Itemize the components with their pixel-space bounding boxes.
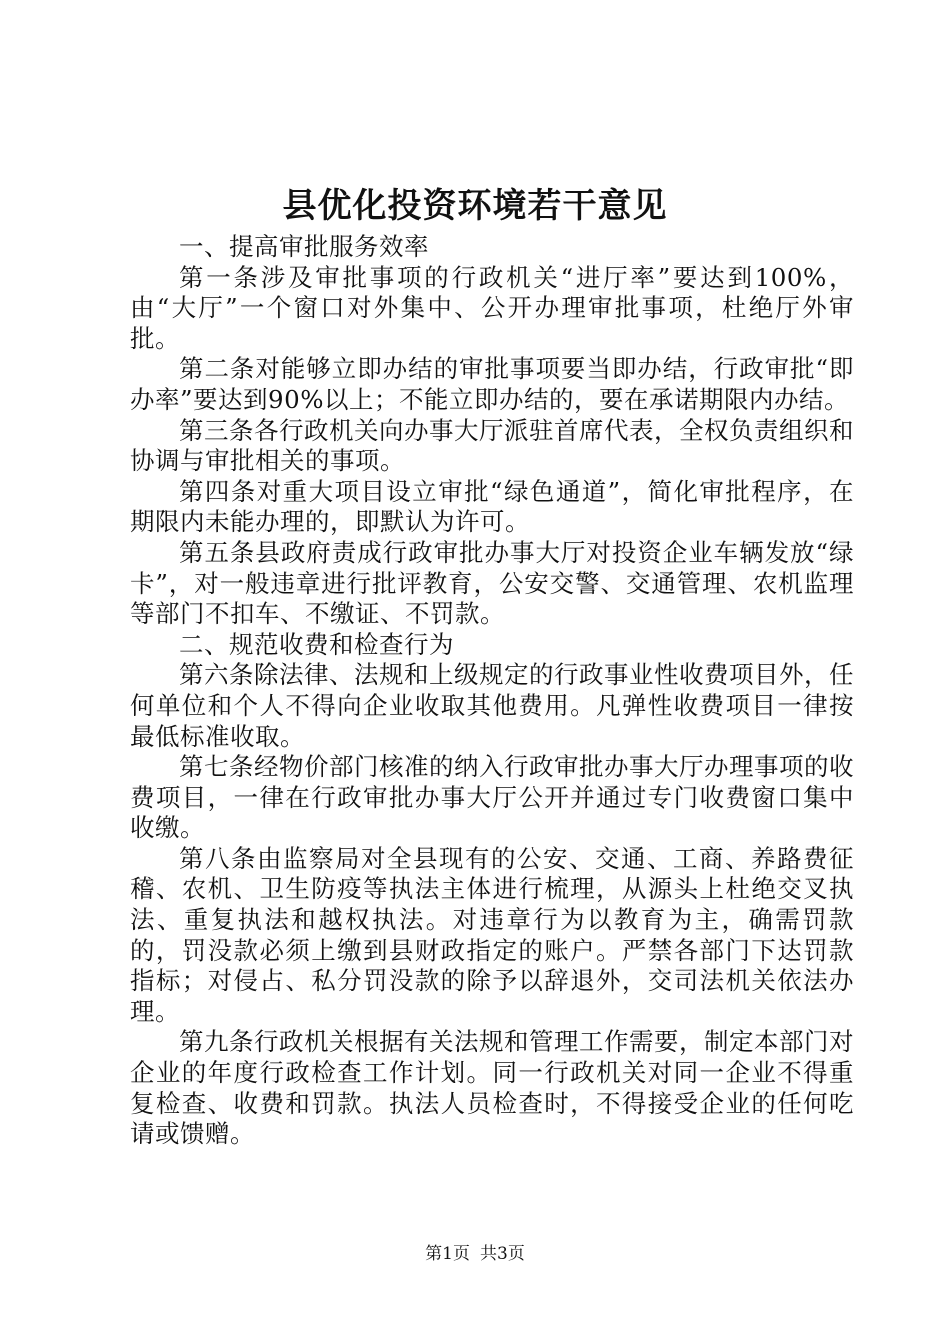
article-7: 第七条经物价部门核准的纳入行政审批办事大厅办理事项的收费项目，一律在行政审批办事大厅公开并通过专门收费窗口集中收缴。 <box>130 752 854 843</box>
article-9: 第九条行政机关根据有关法规和管理工作需要，制定本部门对企业的年度行政检查工作计划。同一行政机关对同一企业不得重复检查、收费和罚款。执法人员检查时，不得接受企业的任何吃请或馈赠。 <box>130 1027 854 1149</box>
page-number: 第1页 <box>425 1244 470 1264</box>
page-total: 共3页 <box>480 1244 525 1264</box>
article-5: 第五条县政府责成行政审批办事大厅对投资企业车辆发放“绿卡”，对一般违章进行批评教育，公安交警、交通管理、农机监理等部门不扣车、不缴证、不罚款。 <box>130 537 854 629</box>
document-body <box>130 232 854 1150</box>
section-heading-2: 二、规范收费和检查行为 <box>179 629 454 659</box>
page-footer <box>0 1242 950 1266</box>
article-2: 第二条对能够立即办结的审批事项要当即办结，行政审批“即办率”要达到90%以上；不能立即办结的，要在承诺期限内办结。 <box>130 354 854 414</box>
article-8: 第八条由监察局对全县现有的公安、交通、工商、养路费征稽、农机、卫生防疫等执法主体进行梳理，从源头上杜绝交叉执法、重复执法和越权执法。对违章行为以教育为主，确需罚款的，罚没款必须上缴到县财政指定的账户。严禁各部门下达罚款指标；对侵占、私分罚没款的除予以辞退外，交司法机关依法办理。 <box>130 843 854 1026</box>
article-3: 第三条各行政机关向办事大厅派驻首席代表，全权负责组织和协调与审批相关的事项。 <box>130 415 854 476</box>
article-6: 第六条除法律、法规和上级规定的行政事业性收费项目外，任何单位和个人不得向企业收取其他费用。凡弹性收费项目一律按最低标准收取。 <box>130 660 854 751</box>
document-title: 县优化投资环境若干意见 <box>282 186 668 226</box>
article-1: 第一条涉及审批事项的行政机关“进厅率”要达到100%，由“大厅”一个窗口对外集中、公开办理审批事项，杜绝厅外审批。 <box>130 262 854 353</box>
article-4: 第四条对重大项目设立审批“绿色通道”，简化审批程序，在期限内未能办理的，即默认为许可。 <box>130 476 854 537</box>
section-heading-1: 一、提高审批服务效率 <box>179 232 429 261</box>
